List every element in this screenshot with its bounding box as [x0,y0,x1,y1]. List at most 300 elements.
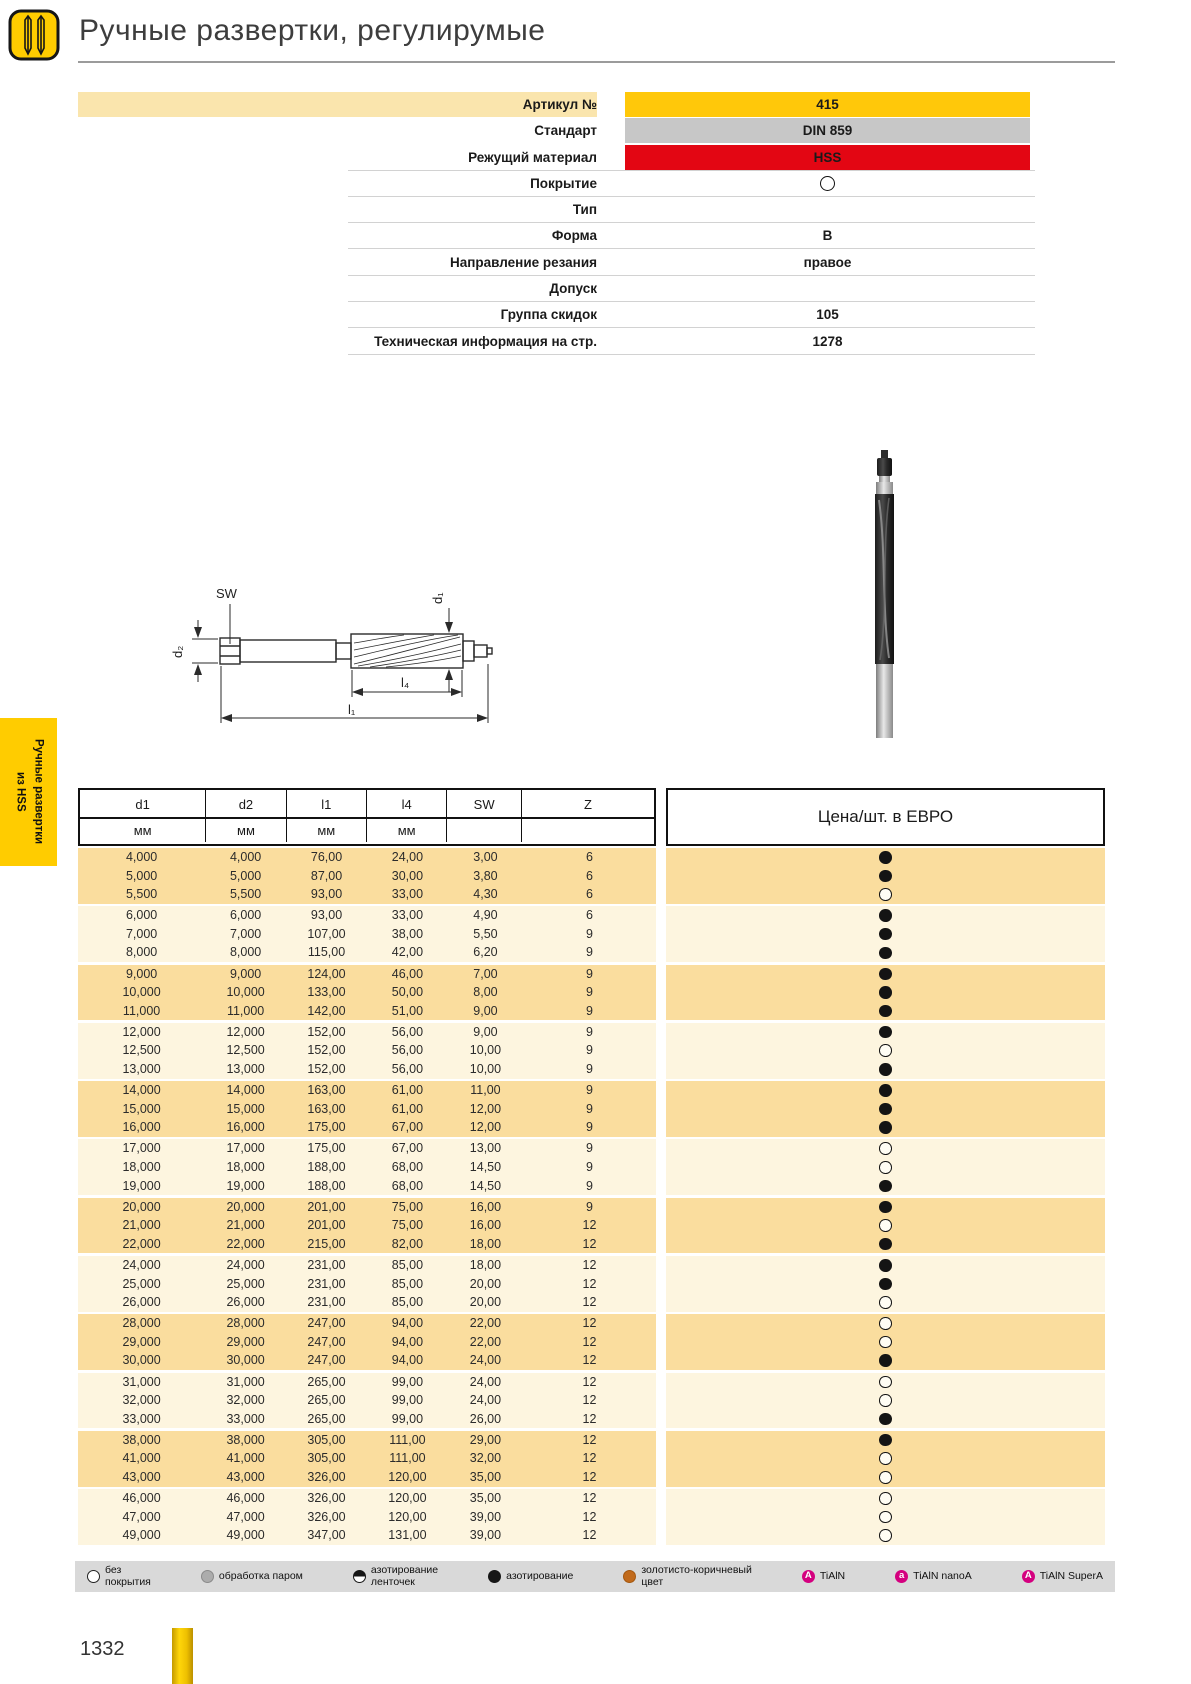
cell-Z: 9 [585,985,593,1000]
unit-header: мм [80,819,206,842]
table-row [78,1508,656,1527]
cell-Z: 6 [585,887,593,902]
dim-l4-label: l₄ [401,675,410,690]
legend-item [353,1565,438,1588]
cell-d1: 49,000 [122,1528,161,1543]
cell-Z: 9 [585,945,593,960]
legend-item-label: азотирование [506,1569,574,1582]
cell-d1: 17,000 [122,1141,161,1156]
page-title: Ручные развертки, регулирумые [79,14,546,47]
price-row [666,1275,1105,1294]
cell-l4: 68,00 [391,1160,424,1174]
cell-Z: 9 [585,1003,593,1018]
table-row [78,867,656,886]
price-header: Цена/шт. в ЕВРО [666,788,1105,846]
cell-d2: 15,000 [226,1101,265,1116]
cell-d2: 17,000 [226,1141,265,1156]
availability-open-circle-icon [879,1492,892,1505]
cell-d2: 12,500 [226,1043,265,1058]
cell-Z: 12 [582,1528,597,1543]
cell-SW: 8,00 [473,985,498,1000]
availability-filled-circle-icon [879,1084,892,1097]
cell-l4: 51,00 [391,1003,424,1018]
table-row [78,1489,656,1508]
price-column-body [666,848,1105,1545]
cell-l4: 94,00 [391,1334,424,1349]
spec-row [78,276,1115,301]
cell-d2: 43,000 [226,1470,265,1484]
table-row [78,1198,656,1217]
price-row [666,965,1105,984]
cell-d2: 16,000 [226,1120,265,1135]
cell-l4: 68,00 [391,1178,424,1193]
cell-d2: 11,000 [226,1003,265,1018]
price-row [666,1431,1105,1450]
spec-row-value [625,276,1030,301]
product-photo [862,450,906,738]
availability-filled-circle-icon [879,1278,892,1291]
legend-item-label: без покрытия [105,1564,151,1588]
cell-Z: 9 [585,1120,593,1135]
cell-SW: 4,90 [473,908,498,923]
cell-l4: 82,00 [391,1236,424,1251]
cell-d2: 21,000 [226,1218,265,1233]
spec-row-value: HSS [625,145,1030,170]
spec-row [78,118,1115,143]
cell-d2: 5,500 [229,887,262,902]
availability-filled-circle-icon [879,1238,892,1251]
cell-l4: 85,00 [391,1276,424,1291]
cell-l1: 305,00 [307,1432,346,1447]
table-row [78,1293,656,1312]
cell-d1: 5,500 [125,887,158,902]
cell-d1: 9,000 [125,966,158,981]
cell-d2: 6,000 [229,908,262,923]
cell-Z: 12 [582,1257,597,1272]
cell-SW: 3,00 [473,850,498,864]
cell-SW: 14,50 [469,1160,502,1174]
cell-l1: 265,00 [307,1374,346,1389]
column-header-l1: l1 [287,790,367,817]
cell-SW: 35,00 [469,1491,502,1506]
legend-item-label: азотирование ленточек [370,1564,439,1588]
legend-item [802,1570,845,1583]
cell-SW: 10,00 [469,1043,502,1058]
cell-l4: 99,00 [391,1393,424,1408]
legend-item [488,1570,573,1583]
price-row [666,1216,1105,1235]
cell-l1: 124,00 [307,966,346,981]
column-header-SW: SW [447,790,522,817]
cell-SW: 13,00 [469,1141,502,1156]
cell-d1: 43,000 [122,1470,161,1484]
cell-l1: 231,00 [307,1295,346,1310]
availability-open-circle-icon [879,888,892,901]
cell-Z: 12 [582,1509,597,1524]
price-row [666,1081,1105,1100]
cell-l4: 99,00 [391,1411,424,1426]
title-rule [78,61,1115,63]
cell-d2: 41,000 [226,1451,265,1466]
availability-open-circle-icon [879,1317,892,1330]
cell-SW: 16,00 [469,1199,502,1214]
price-row [666,906,1105,925]
cell-l1: 93,00 [310,887,343,902]
cell-l1: 326,00 [307,1491,346,1506]
cell-d1: 4,000 [125,850,158,864]
cell-d1: 12,000 [122,1024,161,1039]
table-row [78,1526,656,1545]
cell-l1: 326,00 [307,1470,346,1484]
cell-l4: 30,00 [391,868,424,883]
cell-d1: 41,000 [122,1451,161,1466]
cell-l4: 94,00 [391,1353,424,1368]
cell-l1: 76,00 [310,850,343,864]
availability-filled-circle-icon [879,1121,892,1134]
table-row [78,1391,656,1410]
nitrided-flutes-icon [353,1570,366,1583]
cell-l4: 99,00 [391,1374,424,1389]
cell-SW: 12,00 [469,1120,502,1135]
cell-SW: 14,50 [469,1178,502,1193]
cell-l4: 56,00 [391,1043,424,1058]
column-header-d2: d2 [206,790,286,817]
cell-l4: 111,00 [389,1432,426,1447]
cell-SW: 24,00 [469,1353,502,1368]
cell-d1: 25,000 [122,1276,161,1291]
legend-item-label: TiAlN [819,1569,846,1582]
cell-d2: 30,000 [226,1353,265,1368]
cell-l4: 85,00 [391,1295,424,1310]
dim-sw-label: SW [216,586,237,601]
spec-row-label: Допуск [549,281,597,297]
cell-SW: 24,00 [469,1393,502,1408]
cell-d1: 18,000 [122,1160,161,1174]
cell-d1: 38,000 [122,1432,161,1447]
table-row [78,1468,656,1487]
cell-d1: 14,000 [122,1083,161,1098]
table-row [78,1118,656,1137]
price-row [666,1293,1105,1312]
table-row [78,906,656,925]
spec-row [78,197,1115,222]
cell-l1: 201,00 [307,1218,346,1233]
table-row [78,848,656,867]
price-row [666,1177,1105,1196]
cell-Z: 9 [585,1160,593,1174]
cell-l4: 67,00 [391,1120,424,1135]
cell-d2: 12,000 [226,1024,265,1039]
availability-filled-circle-icon [879,1434,892,1447]
gold-stripe [172,1628,193,1684]
price-row [666,943,1105,962]
cell-l1: 247,00 [307,1353,346,1368]
cell-Z: 12 [582,1276,597,1291]
availability-open-circle-icon [879,1452,892,1465]
cell-d1: 6,000 [125,908,158,923]
cell-d1: 8,000 [125,945,158,960]
cell-l4: 56,00 [391,1024,424,1039]
cell-l4: 75,00 [391,1218,424,1233]
table-row [78,1081,656,1100]
availability-filled-circle-icon [879,968,892,981]
cell-l4: 50,00 [391,985,424,1000]
availability-open-circle-icon [879,1394,892,1407]
availability-filled-circle-icon [879,947,892,960]
price-row [666,1256,1105,1275]
spec-row-label: Артикул № [78,92,597,117]
cell-d1: 5,000 [125,868,158,883]
availability-filled-circle-icon [879,1413,892,1426]
cell-Z: 12 [582,1316,597,1331]
price-row [666,848,1105,867]
technical-drawing [158,576,530,738]
cell-SW: 22,00 [469,1316,502,1331]
availability-filled-circle-icon [879,928,892,941]
availability-filled-circle-icon [879,986,892,999]
cell-Z: 6 [585,908,593,923]
cell-l1: 152,00 [307,1043,346,1058]
cell-l4: 24,00 [391,850,424,864]
cell-Z: 9 [585,1083,593,1098]
cell-Z: 12 [582,1374,597,1389]
cell-l1: 201,00 [307,1199,346,1214]
dimensions-table-body [78,848,656,1545]
spec-row-label: Техническая информация на стр. [374,333,597,349]
cell-d1: 29,000 [122,1334,161,1349]
tialn-nano-icon: a [895,1570,908,1583]
cell-l4: 46,00 [391,966,424,981]
unit-header: мм [206,819,286,842]
brand-reamer-icon [8,9,60,61]
steam-treatment-icon [201,1570,214,1583]
cell-d2: 32,000 [226,1393,265,1408]
cell-d2: 13,000 [226,1062,265,1077]
cell-d1: 33,000 [122,1411,161,1426]
dim-d1-label: d₁ [430,592,445,604]
cell-SW: 4,30 [473,887,498,902]
side-tab-hand-reamers-hss [0,718,57,866]
cell-l1: 247,00 [307,1316,346,1331]
cell-d1: 32,000 [122,1393,161,1408]
availability-filled-circle-icon [879,1354,892,1367]
cell-SW: 9,00 [473,1024,498,1039]
cell-l4: 42,00 [391,945,424,960]
availability-open-circle-icon [879,1376,892,1389]
legend-item-label: обработка паром [218,1569,303,1582]
availability-open-circle-icon [879,1296,892,1309]
legend-item [201,1570,303,1583]
cell-d2: 4,000 [229,850,262,864]
spec-row-value: DIN 859 [625,118,1030,143]
spec-row-value [625,171,1030,196]
cell-Z: 9 [585,1043,593,1058]
table-row [78,925,656,944]
price-row [666,1314,1105,1333]
cell-SW: 20,00 [469,1276,502,1291]
tialn-super-icon: A [1022,1570,1035,1583]
table-row [78,1410,656,1429]
cell-SW: 16,00 [469,1218,502,1233]
dim-l1-label: l₁ [348,702,356,717]
table-row [78,1060,656,1079]
cell-l1: 87,00 [310,868,343,883]
price-row [666,925,1105,944]
cell-l1: 215,00 [307,1236,346,1251]
spec-row-value: B [822,228,833,244]
cell-Z: 12 [582,1411,597,1426]
cell-Z: 9 [585,1141,593,1156]
table-row [78,1256,656,1275]
table-row [78,1351,656,1370]
table-row [78,885,656,904]
cell-Z: 12 [582,1451,597,1466]
cell-Z: 12 [582,1432,597,1447]
cell-l1: 265,00 [307,1411,346,1426]
availability-filled-circle-icon [879,1259,892,1272]
availability-filled-circle-icon [879,1201,892,1214]
spec-row-label: Направление резания [449,254,597,270]
cell-l1: 265,00 [307,1393,346,1408]
cell-l1: 326,00 [307,1509,346,1524]
spec-row [78,145,1115,170]
cell-l1: 133,00 [307,985,346,1000]
unit-header [522,819,654,842]
unit-header: мм [287,819,367,842]
cell-d2: 5,000 [229,868,262,883]
table-row [78,1002,656,1021]
spec-row [78,92,1115,117]
cell-Z: 12 [582,1218,597,1233]
cell-SW: 18,00 [469,1236,502,1251]
cell-l4: 33,00 [391,887,424,902]
legend-item [623,1565,751,1588]
price-row [666,1410,1105,1429]
cell-Z: 12 [582,1393,597,1408]
cell-d1: 12,500 [122,1043,161,1058]
table-row [78,1333,656,1352]
cell-SW: 22,00 [469,1334,502,1349]
availability-open-circle-icon [879,1511,892,1524]
cell-d1: 21,000 [122,1218,161,1233]
cell-d2: 31,000 [226,1374,265,1389]
cell-d1: 28,000 [122,1316,161,1331]
price-row [666,1333,1105,1352]
price-row [666,1158,1105,1177]
availability-filled-circle-icon [879,851,892,864]
cell-d2: 26,000 [226,1295,265,1310]
price-row [666,1118,1105,1137]
cell-Z: 12 [582,1236,597,1251]
spec-row-value: правое [803,254,852,270]
cell-Z: 12 [582,1491,597,1506]
cell-l1: 175,00 [307,1141,346,1156]
legend-item [1022,1570,1103,1583]
cell-Z: 12 [582,1295,597,1310]
cell-l1: 152,00 [307,1024,346,1039]
unit-header: мм [367,819,447,842]
availability-filled-circle-icon [879,1063,892,1076]
legend-item-label: TiAlN nanoA [913,1569,972,1582]
price-row [666,867,1105,886]
cell-l1: 93,00 [310,908,343,923]
cell-l1: 188,00 [307,1160,346,1174]
cell-l4: 56,00 [391,1062,424,1077]
cell-d2: 46,000 [226,1491,265,1506]
availability-filled-circle-icon [879,909,892,922]
price-row [666,1002,1105,1021]
legend-item [87,1565,151,1588]
spec-row-value [625,197,1030,222]
cell-Z: 12 [582,1470,597,1484]
dim-d2-label: d₂ [170,645,185,658]
cell-l1: 115,00 [307,945,346,960]
cell-SW: 7,00 [473,966,498,981]
cell-d2: 9,000 [229,966,262,981]
cell-l4: 75,00 [391,1199,424,1214]
cell-d1: 11,000 [122,1003,161,1018]
cell-l4: 38,00 [391,926,424,941]
cell-d2: 19,000 [226,1178,265,1193]
unit-header [447,819,522,842]
column-header-Z: Z [583,797,592,812]
spec-row [78,302,1115,327]
cell-Z: 9 [585,1199,593,1214]
availability-open-circle-icon [879,1219,892,1232]
availability-filled-circle-icon [879,1005,892,1018]
cell-d2: 18,000 [226,1160,265,1174]
cell-d2: 33,000 [226,1411,265,1426]
cell-d2: 14,000 [226,1083,265,1098]
tialn-icon: A [802,1570,815,1583]
no-coating-icon [87,1570,100,1583]
spec-row-value: 1278 [812,333,843,349]
cell-d1: 46,000 [122,1491,161,1506]
flute-hatching [354,635,461,667]
nitriding-icon [488,1570,501,1583]
cell-SW: 29,00 [469,1432,502,1447]
price-row [666,1526,1105,1545]
cell-l4: 61,00 [391,1083,424,1098]
table-row [78,1431,656,1450]
cell-SW: 10,00 [469,1062,502,1077]
cell-l1: 142,00 [307,1003,346,1018]
table-row [78,1041,656,1060]
table-row [78,965,656,984]
cell-SW: 20,00 [469,1295,502,1310]
price-row [666,1060,1105,1079]
table-row [78,1449,656,1468]
legend-item-label: золотисто-коричневый цвет [641,1564,752,1588]
cell-l1: 107,00 [307,926,346,941]
table-row [78,1373,656,1392]
table-row [78,1177,656,1196]
cell-Z: 9 [585,1101,593,1116]
availability-open-circle-icon [879,1471,892,1484]
table-row [78,943,656,962]
cell-Z: 6 [585,868,593,883]
cell-l4: 67,00 [391,1141,424,1156]
price-row [666,1489,1105,1508]
cell-SW: 12,00 [469,1101,502,1116]
availability-filled-circle-icon [879,870,892,883]
cell-d2: 29,000 [226,1334,265,1349]
cell-l4: 85,00 [391,1257,424,1272]
table-row [78,1023,656,1042]
coating-legend-bar [75,1561,1115,1592]
legend-item-label: TiAlN SuperA [1039,1569,1103,1582]
availability-filled-circle-icon [879,1026,892,1039]
